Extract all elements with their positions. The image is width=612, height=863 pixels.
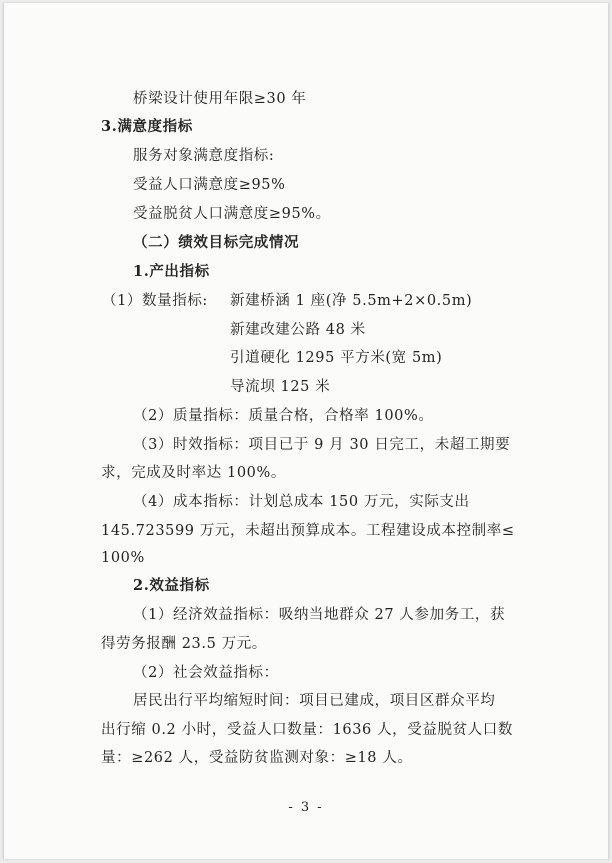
page-number: - 3 -: [288, 800, 324, 815]
text-line: 量：≥262 人，受益防贫监测对象：≥18 人。: [101, 750, 413, 766]
text-line: 引道硬化 1295 平方米(宽 5m): [230, 350, 443, 366]
text-line: （4）成本指标：计划总成本 150 万元，实际支出: [133, 494, 470, 510]
text-line: 新建改建公路 48 米: [230, 322, 366, 338]
text-line: 受益脱贫人口满意度≥95%。: [133, 206, 331, 222]
text-line: 桥梁设计使用年限≥30 年: [133, 91, 307, 107]
text-line: 服务对象满意度指标:: [133, 148, 275, 164]
text-line: 出行缩 0.2 小时，受益人口数量：1636 人，受益脱贫人口数: [101, 722, 513, 738]
text-line: 100%: [101, 550, 145, 566]
text-line: 受益人口满意度≥95%: [133, 177, 286, 193]
text-line: 145.723599 万元，未超出预算成本。工程建设成本控制率≤: [101, 523, 515, 539]
section-heading: （二）绩效目标完成情况: [133, 234, 300, 251]
section-heading: 2.效益指标: [133, 577, 210, 594]
text-line: （1）数量指标:: [102, 293, 208, 309]
section-heading: 1.产出指标: [133, 263, 210, 280]
text-line: 得劳务报酬 23.5 万元。: [101, 636, 267, 652]
text-line: 导流坝 125 米: [230, 379, 331, 395]
text-line: （2）质量指标：质量合格，合格率 100%。: [133, 408, 434, 424]
document-page: [3, 3, 609, 859]
text-line: 新建桥涵 1 座(净 5.5m+2×0.5m): [230, 293, 473, 309]
text-line: 居民出行平均缩短时间：项目已建成，项目区群众平均: [133, 693, 496, 709]
text-line: 求，完成及时率达 100%。: [101, 465, 286, 481]
text-line: （3）时效指标：项目已于 9 月 30 日完工，未超工期要: [133, 437, 511, 453]
text-line: （1）经济效益指标：吸纳当地群众 27 人参加务工，获: [133, 607, 506, 623]
section-heading: 3.满意度指标: [101, 118, 193, 135]
text-line: （2）社会效益指标：: [133, 665, 279, 681]
